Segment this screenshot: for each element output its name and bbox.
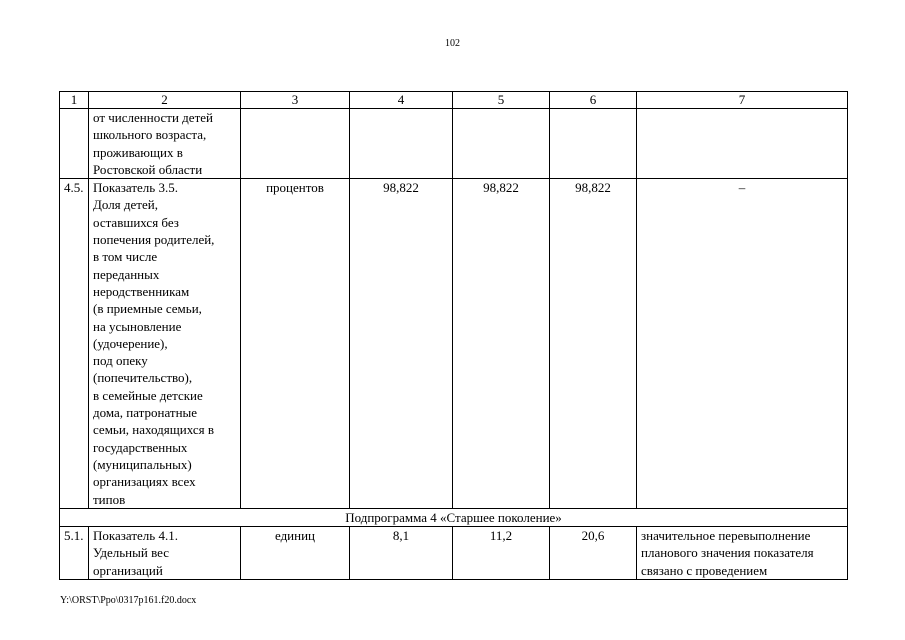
header-cell-4: 4 (350, 92, 453, 109)
cell-value-6: 98,822 (550, 179, 637, 509)
indicator-line: Доля детей, (93, 197, 158, 213)
indicator-line: (попечительство), (93, 370, 193, 386)
indicator-line: от численности детей (93, 110, 213, 125)
indicator-line: на усыновление (93, 318, 182, 334)
indicator-line: (удочерение), (93, 335, 168, 351)
indicator-line: (муниципальных) (93, 456, 192, 472)
header-cell-3: 3 (241, 92, 350, 109)
cell-note (637, 527, 848, 580)
table-row-continuation (60, 109, 848, 179)
header-cell-2: 2 (89, 92, 241, 109)
cell-value-4 (350, 109, 453, 179)
cell-value-4: 98,822 (350, 179, 453, 509)
indicator-line: неродственникам (93, 283, 190, 299)
indicator-line: Показатель 4.1. (93, 528, 178, 544)
subprogram-title: Подпрограмма 4 «Старшее поколение» (60, 508, 848, 526)
header-row (60, 92, 848, 109)
cell-indicator (89, 527, 241, 580)
cell-unit: единиц (241, 527, 350, 580)
indicator-line: попечения родителей, (93, 232, 215, 248)
cell-unit (241, 109, 350, 179)
subprogram-row (60, 508, 848, 526)
cell-num: 4.5. (60, 179, 89, 509)
indicator-line: дома, патронатные (93, 405, 198, 421)
footer-file-path: Y:\ORST\Ppo\0317p161.f20.docx (60, 595, 197, 606)
header-cell-1: 1 (60, 92, 89, 109)
cell-value-6: 20,6 (550, 527, 637, 580)
indicator-line: организаций (93, 562, 163, 578)
indicator-line: в семейные детские (93, 387, 203, 403)
header-cell-5: 5 (453, 92, 550, 109)
indicator-line: типов (93, 491, 126, 507)
cell-value-5 (453, 109, 550, 179)
indicator-line: переданных (93, 266, 160, 282)
indicator-line: под опеку (93, 353, 148, 369)
cell-indicator (89, 109, 241, 179)
header-cell-7: 7 (637, 92, 848, 109)
indicator-line: (в приемные семьи, (93, 301, 202, 317)
header-cell-6: 6 (550, 92, 637, 109)
indicator-line: Удельный вес (93, 545, 170, 561)
table-row-5-1 (60, 527, 848, 580)
cell-value-5: 11,2 (453, 527, 550, 580)
cell-value-4: 8,1 (350, 527, 453, 580)
note-line: связано с проведением (641, 562, 768, 578)
note-line: значительное перевыполнение (641, 528, 811, 544)
page-number: 102 (445, 38, 460, 49)
cell-note (637, 109, 848, 179)
indicator-line: школьного возраста, (93, 127, 207, 143)
indicator-line: проживающих в (93, 144, 183, 160)
indicator-line: в том числе (93, 249, 158, 265)
indicator-line: государственных (93, 439, 188, 455)
indicator-line: оставшихся без (93, 214, 179, 230)
cell-value-5: 98,822 (453, 179, 550, 509)
cell-note: – (637, 179, 848, 509)
table-row-4-5 (60, 179, 848, 509)
indicator-line: семьи, находящихся в (93, 422, 214, 438)
cell-indicator (89, 179, 241, 509)
report-table (59, 91, 848, 580)
cell-value-6 (550, 109, 637, 179)
indicator-line: организациях всех (93, 474, 196, 490)
indicator-line: Ростовской области (93, 161, 203, 177)
cell-unit: процентов (241, 179, 350, 509)
note-line: планового значения показателя (641, 545, 814, 561)
cell-num (60, 109, 89, 179)
indicator-line: Показатель 3.5. (93, 180, 178, 196)
cell-num: 5.1. (60, 527, 89, 580)
